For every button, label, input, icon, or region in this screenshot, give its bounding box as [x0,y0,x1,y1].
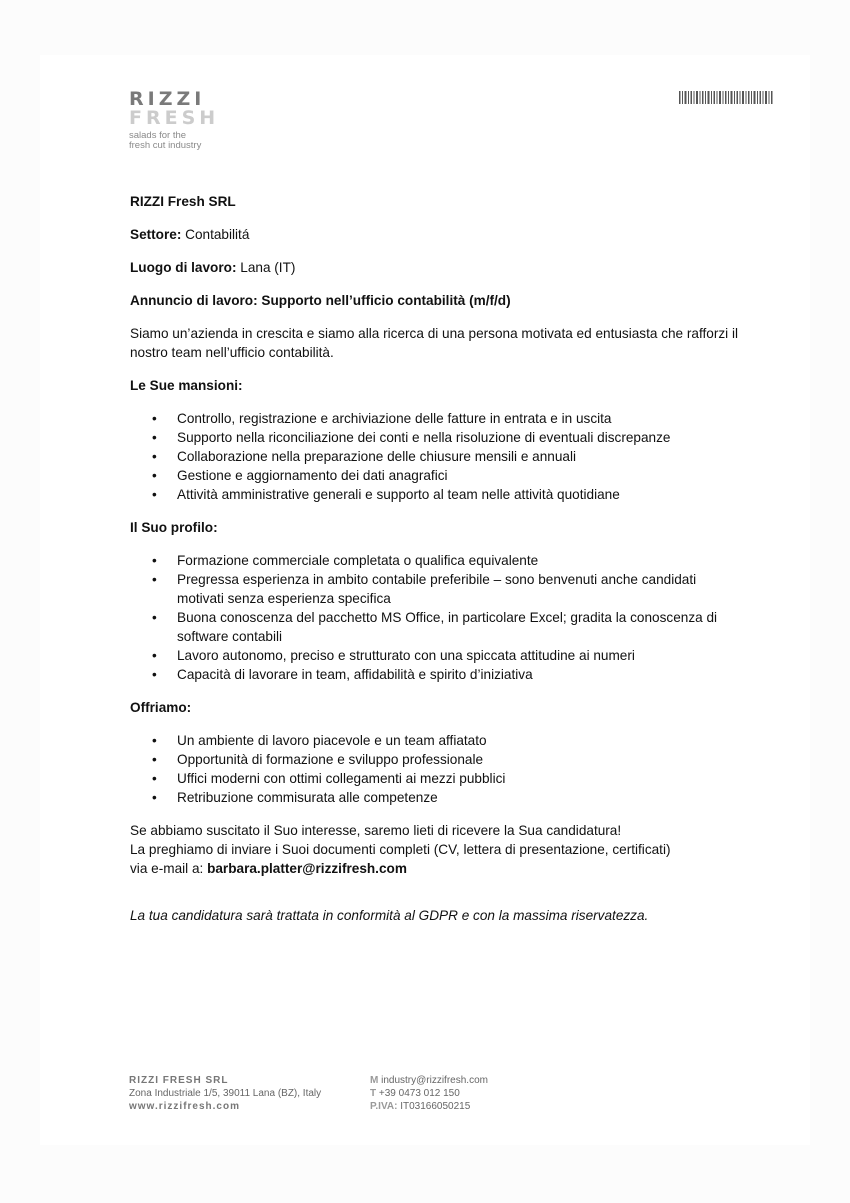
logo-line-1: RIZZI [129,88,206,110]
list-item: • Gestione e aggiornamento dei dati anagrafici [130,466,740,485]
barcode-icon [679,91,774,104]
job-ad-body [130,192,740,925]
profilo-list [130,551,740,684]
settore-line [130,225,740,244]
closing-line-1: Se abbiamo suscitato il Suo interesse, saremo lieti di ricevere la Sua candidatura! [130,823,622,838]
list-item: • Controllo, registrazione e archiviazione delle fatture in entrata e in uscita [130,409,740,428]
company-name: RIZZI Fresh SRL [130,194,236,209]
contact-email-link[interactable]: barbara.platter@rizzifresh.com [207,861,407,876]
email-prefix: via e-mail a: [130,861,208,876]
phone-label: T [370,1088,377,1099]
footer-vat: IT03166050215 [397,1101,471,1112]
footer-vat-line [370,1100,488,1113]
footer-phone: +39 0473 012 150 [376,1088,460,1099]
luogo-label: Luogo di lavoro: [130,260,237,275]
list-item: • Un ambiente di lavoro piacevole e un team affiatato [130,731,740,750]
closing-line-2: La preghiamo di inviare i Suoi documenti completi (CV, lettera di presentazione, certificati) [130,842,671,857]
profilo-heading: Il Suo profilo: [130,520,218,535]
vat-label: P.IVA: [370,1101,398,1112]
mail-label: M [370,1075,379,1086]
footer-name: RIZZI FRESH SRL [129,1075,229,1086]
settore-label: Settore: [130,227,182,242]
footer-website-link[interactable]: www.rizzifresh.com [129,1101,240,1112]
gdpr-note: La tua candidatura sarà trattata in conformità al GDPR e con la massima riservatezza. [130,908,649,923]
logo-tagline: salads for the fresh cut industry [129,130,202,151]
list-item: • Uffici moderni con ottimi collegamenti ai mezzi pubblici [130,769,740,788]
offriamo-list [130,731,740,807]
luogo-line [130,258,740,277]
logo-line-2: FRESH [129,107,220,129]
footer-mail[interactable]: industry@rizzifresh.com [378,1075,488,1086]
list-item: • Formazione commerciale completata o qualifica equivalente [130,551,740,570]
footer-mail-line [370,1074,488,1087]
ad-title: Annuncio di lavoro: Supporto nell’ufficio contabilità (m/f/d) [130,293,511,308]
mansioni-list [130,409,740,504]
settore-value: Contabilitá [181,227,250,242]
closing-line-3 [130,859,740,878]
list-item: • Attività amministrative generali e supporto al team nelle attività quotidiane [130,485,740,504]
mansioni-heading: Le Sue mansioni: [130,378,243,393]
list-item: • Opportunità di formazione e sviluppo professionale [130,750,740,769]
footer-phone-line [370,1087,488,1100]
list-item: • Supporto nella riconciliazione dei conti e nella risoluzione di eventuali discrepanze [130,428,740,447]
offriamo-heading: Offriamo: [130,700,192,715]
company-logo [129,90,219,151]
footer-company [129,1074,321,1113]
list-item: • Lavoro autonomo, preciso e strutturato con una spiccata attitudine ai numeri [130,646,740,665]
list-item: • Buona conoscenza del pacchetto MS Office, in particolare Excel; gradita la conoscenza di software contabili [130,608,740,646]
footer-address: Zona Industriale 1/5, 39011 Lana (BZ), Italy [129,1088,322,1099]
luogo-value: Lana (IT) [236,260,296,275]
list-item: • Retribuzione commisurata alle competenze [130,788,740,807]
list-item: • Collaborazione nella preparazione delle chiusure mensili e annuali [130,447,740,466]
list-item: • Pregressa esperienza in ambito contabile preferibile – sono benvenuti anche candidati motivati senza esperienza specifica [130,570,740,608]
footer-contacts [370,1074,488,1113]
intro-paragraph: Siamo un’azienda in crescita e siamo alla ricerca di una persona motivata ed entusiasta che rafforzi il nostro team nell’ufficio contabilità. [130,326,739,360]
list-item: • Capacità di lavorare in team, affidabilità e spirito d’iniziativa [130,665,740,684]
